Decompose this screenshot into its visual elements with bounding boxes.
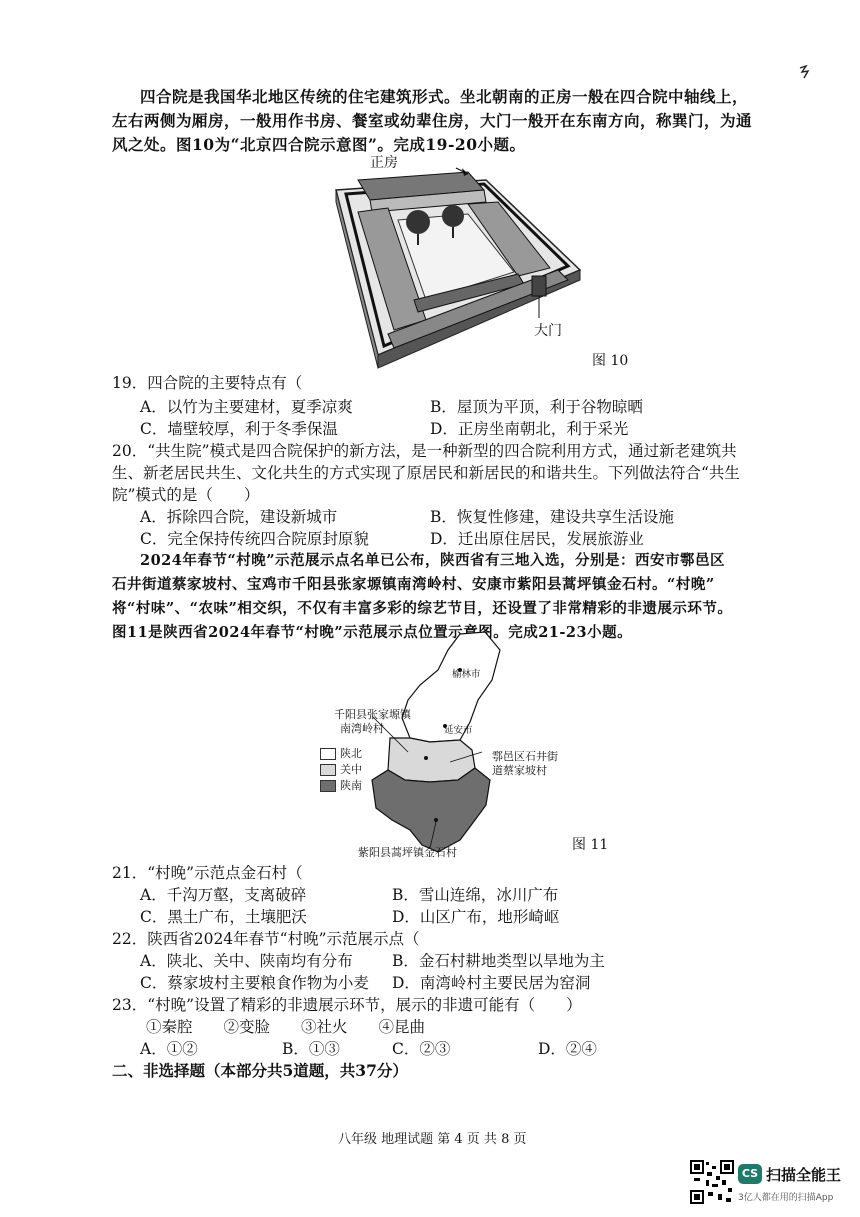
intro1-line3: 风之处。图10为“北京四合院示意图”。完成19-20小题。 — [112, 135, 526, 154]
q21-option-b: B．雪山连绵，冰川广布 — [392, 886, 559, 904]
siheyuan-illustration — [318, 150, 608, 380]
q20-option-c: C．完全保持传统四合院原封原貌 — [140, 530, 369, 548]
q19-option-a: A．以竹为主要建材，夏季凉爽 — [140, 398, 353, 416]
intro2-line2: 石井街道蔡家坡村、宝鸡市千阳县张家塬镇南湾岭村、安康市紫阳县蒿坪镇金石村。“村晚” — [112, 576, 715, 593]
legend-south: 陕南 — [320, 778, 362, 794]
city-yulin: 榆林市 — [452, 669, 481, 680]
q20-option-a: A．拆除四合院，建设新城市 — [140, 508, 338, 526]
q19-stem: 19．四合院的主要特点有（ — [112, 374, 303, 392]
city-yanan: 延安市 — [444, 725, 473, 736]
camscanner-brand: 扫描全能王 — [766, 1166, 842, 1184]
label-huyi: 鄠邑区石井街 — [492, 750, 558, 763]
q21-option-c: C．黑土广布，土壤肥沃 — [140, 908, 307, 926]
fig11-caption: 图 11 — [572, 837, 609, 853]
label-gate: 大门 — [534, 323, 562, 339]
q20-option-d: D．迁出原住居民，发展旅游业 — [430, 530, 644, 548]
legend-central: 关中 — [320, 762, 362, 778]
q23-option-d: D．②④ — [538, 1040, 597, 1058]
q19-option-b: B．屋顶为平顶，利于谷物晾晒 — [430, 398, 643, 416]
shaanxi-map — [310, 630, 550, 860]
intro1-line1: 四合院是我国华北地区传统的住宅建筑形式。坐北朝南的正房一般在四合院中轴线上， — [140, 87, 749, 106]
q22-option-d: D．南湾岭村主要民居为窑洞 — [392, 974, 591, 992]
q23-option-b: B．①③ — [282, 1040, 340, 1058]
intro1-line2: 左右两侧为厢房，一般用作书房、餐室或幼辈住房，大门一般开在东南方向，称巽门，为通 — [112, 111, 753, 130]
legend-north: 陕北 — [320, 746, 362, 762]
intro2-line3: 将“村味”、“农味”相交织，不仅有丰富多彩的综艺节目，还设置了非常精彩的非遗展示环节。 — [112, 600, 733, 617]
label-huyi-village: 道蔡家坡村 — [492, 764, 547, 777]
label-main-hall: 正房 — [370, 155, 398, 171]
q23-option-c: C．②③ — [392, 1040, 451, 1058]
intro2-line1: 2024年春节“村晚”示范展示点名单已公布，陕西省有三地入选，分别是：西安市鄠邑区 — [140, 552, 726, 569]
q21-option-d: D．山区广布，地形崎岖 — [392, 908, 560, 926]
page-footer: 八年级 地理试题 第 4 页 共 8 页 — [338, 1132, 527, 1147]
q21-stem: 21．“村晚”示范点金石村（ — [112, 864, 303, 882]
q20-line3: 院”模式的是（ ） — [112, 486, 260, 504]
camscanner-tagline: 3亿人都在用的扫描App — [738, 1193, 834, 1203]
q19-option-c: C．墙壁较厚，利于冬季保温 — [140, 420, 338, 438]
q22-option-c: C．蔡家坡村主要粮食作物为小麦 — [140, 974, 369, 992]
label-ziyang: 紫阳县蒿坪镇金石村 — [358, 846, 457, 859]
map-legend — [320, 746, 362, 794]
label-qianyang-village: 南湾岭村 — [340, 722, 384, 735]
q23-items: ①秦腔 ②变脸 ③社火 ④昆曲 — [146, 1018, 426, 1036]
q20-option-b: B．恢复性修建，建设共享生活设施 — [430, 508, 674, 526]
q20-line1: 20．“共生院”模式是四合院保护的新方法，是一种新型的四合院利用方式，通过新老建筑共 — [112, 442, 737, 460]
section-2-heading: 二、非选择题（本部分共5道题，共37分） — [112, 1061, 408, 1080]
corner-mark — [798, 64, 812, 84]
q23-stem: 23．“村晚”设置了精彩的非遗展示环节，展示的非遗可能有（ ） — [112, 996, 582, 1014]
label-qianyang: 千阳县张家塬镇 — [334, 708, 411, 721]
q21-option-a: A．千沟万壑，支离破碎 — [140, 886, 307, 904]
q19-option-d: D．正房坐南朝北，利于采光 — [430, 420, 629, 438]
camscanner-logo: CS — [738, 1164, 762, 1184]
q20-line2: 生、新老居民共生、文化共生的方式实现了原居民和新居民的和谐共生。下列做法符合“共生 — [112, 464, 740, 482]
qr-code-icon — [690, 1160, 734, 1204]
q23-option-a: A．①② — [140, 1040, 198, 1058]
q22-stem: 22．陕西省2024年春节“村晚”示范展示点（ — [112, 930, 420, 948]
fig10-caption: 图 10 — [592, 353, 629, 369]
q22-option-a: A．陕北、关中、陕南均有分布 — [140, 952, 353, 970]
intro2-line4: 图11是陕西省2024年春节“村晚”示范展示点位置示意图。完成21-23小题。 — [112, 624, 633, 641]
q22-option-b: B．金石村耕地类型以旱地为主 — [392, 952, 605, 970]
